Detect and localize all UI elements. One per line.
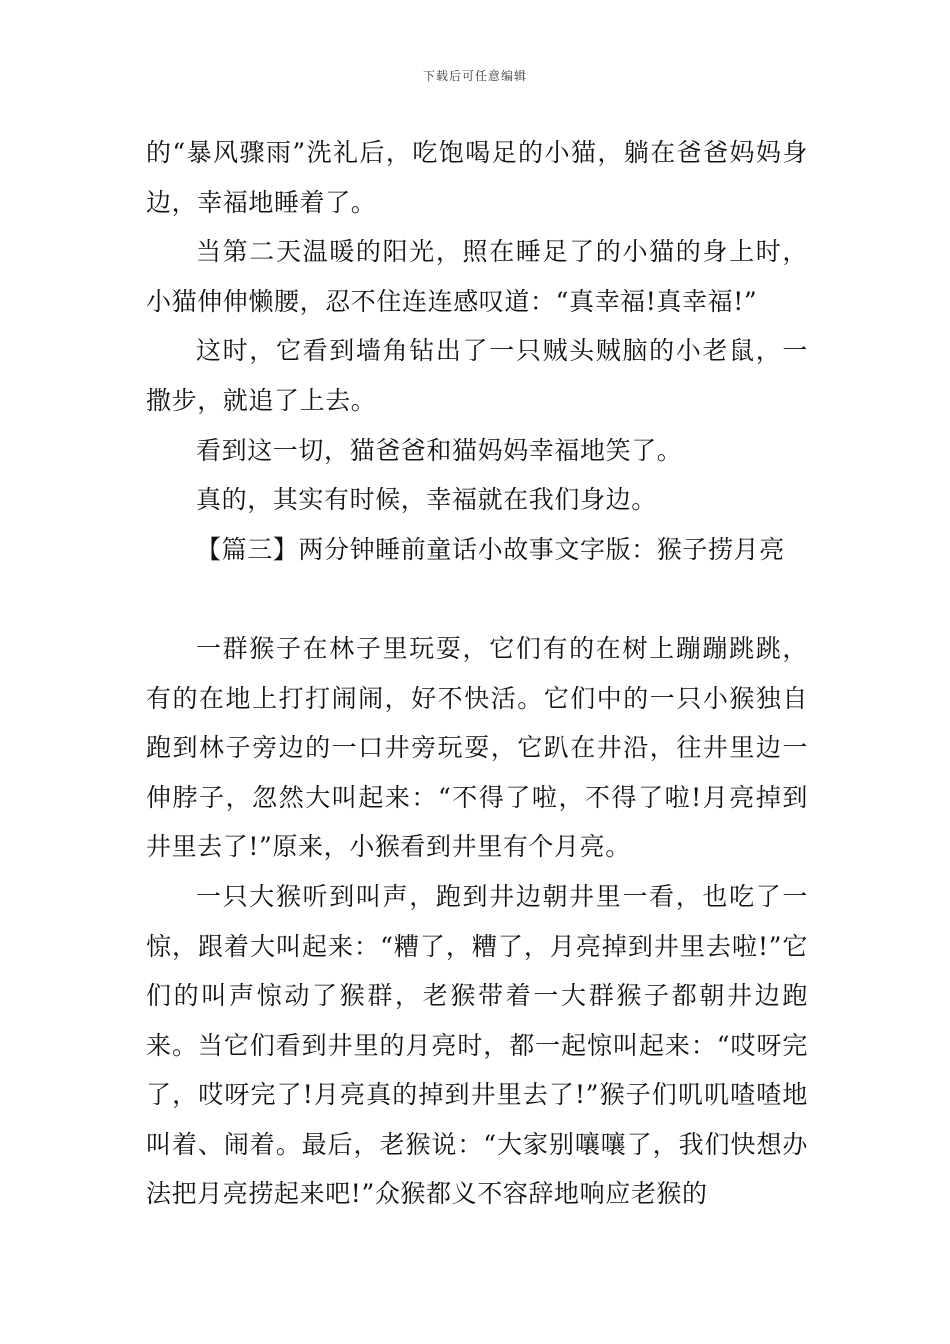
- download-note: 下载后可任意编辑: [422, 69, 527, 83]
- section-spacer: [146, 574, 808, 624]
- paragraph-monkeys-playing: 一群猴子在林子里玩耍，它们有的在树上蹦蹦跳跳，有的在地上打打闹闹，好不快活。它们中的一只小猴独自跑到林子旁边的一口井旁玩耍，它趴在井沿，往井里边一伸脖子，忽然大叫起来：“不得了啦，不得了啦!月亮掉到井里去了!”原来，小猴看到井里有个月亮。: [146, 633, 808, 862]
- paragraph-big-monkey: 一只大猴听到叫声，跑到井边朝井里一看，也吃了一惊，跟着大叫起来：“糟了，糟了，月亮掉到井里去啦!”它们的叫声惊动了猴群，老猴带着一大群猴子都朝井边跑来。当它们看到井里的月亮时，都一起惊叫起来：“哎呀完了，哎呀完了!月亮真的掉到井里去了!”猴子们叽叽喳喳地叫着、闹着。最后，老猴说：“大家别嚷嚷了，我们快想办法把月亮捞起来吧!”众猴都义不容辞地响应老猴的: [146, 881, 808, 1209]
- paragraph-parents-smile: 看到这一切，猫爸爸和猫妈妈幸福地笑了。: [196, 435, 683, 465]
- section-title: 【篇三】两分钟睡前童话小故事文字版：猴子捞月亮: [196, 534, 785, 564]
- paragraph-happiness: 真的，其实有时候，幸福就在我们身边。: [196, 485, 657, 515]
- document-body: [146, 128, 808, 1219]
- paragraph-sunshine: 当第二天温暖的阳光，照在睡足了的小猫的身上时，小猫伸伸懒腰，忍不住连连感叹道：“真幸福!真幸福!”: [146, 237, 808, 316]
- paragraph-continuation: 的“暴风骤雨”洗礼后，吃饱喝足的小猫，躺在爸爸妈妈身边，幸福地睡着了。: [146, 138, 808, 217]
- paragraph-mouse: 这时，它看到墙角钻出了一只贼头贼脑的小老鼠，一撒步，就追了上去。: [146, 336, 808, 415]
